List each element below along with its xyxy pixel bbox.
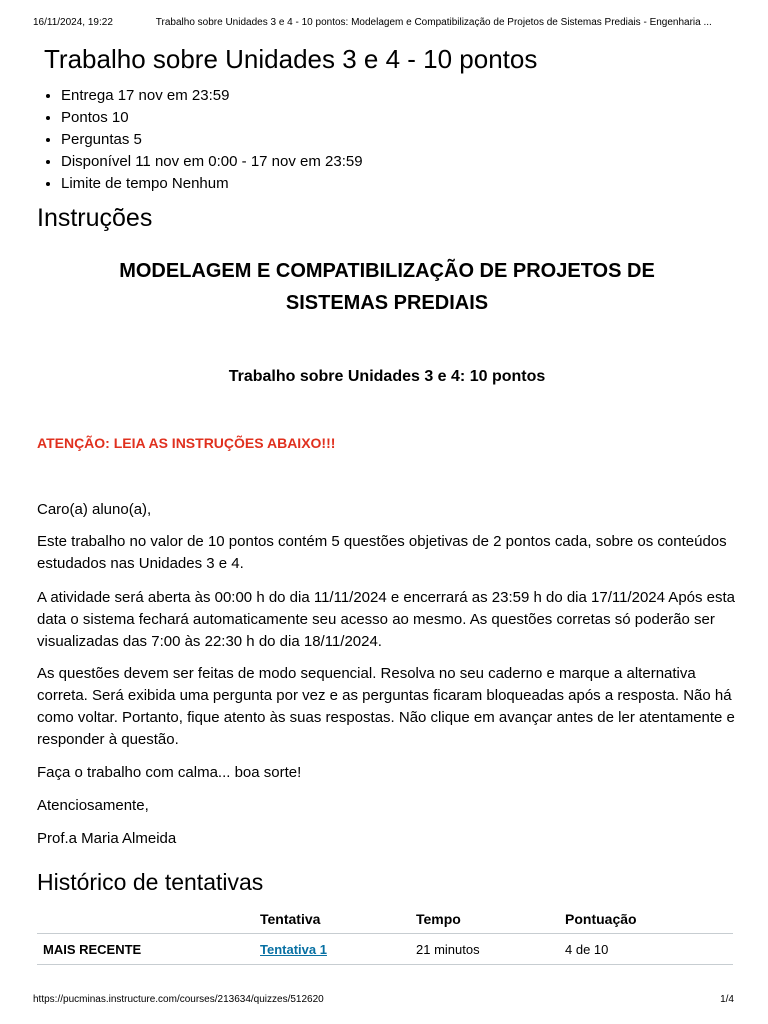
column-header-label bbox=[37, 905, 254, 934]
print-url: https://pucminas.instructure.com/courses/213634/quizzes/512620 bbox=[33, 994, 324, 1005]
course-heading bbox=[37, 255, 737, 319]
print-header bbox=[33, 16, 732, 30]
detail-time-limit: • Limite de tempo Nenhum bbox=[61, 173, 363, 195]
attempt-history-table bbox=[37, 905, 733, 965]
quiz-details-list bbox=[44, 85, 363, 195]
course-heading-line1: MODELAGEM E COMPATIBILIZAÇÃO DE PROJETOS DE bbox=[119, 260, 655, 282]
detail-due: • Entrega 17 nov em 23:59 bbox=[61, 85, 363, 107]
print-document-title: Trabalho sobre Unidades 3 e 4 - 10 pontos: Modelagem e Compatibilização de Projetos de Sistemas Prediais - Engenharia ... bbox=[155, 17, 712, 28]
detail-points: • Pontos 10 bbox=[61, 107, 363, 129]
teacher-signature: Prof.a Maria Almeida bbox=[37, 830, 177, 847]
attempt-history-heading: Histórico de tentativas bbox=[37, 869, 264, 895]
column-header-time: Tempo bbox=[410, 905, 559, 934]
quiz-title: Trabalho sobre Unidades 3 e 4 - 10 pontos bbox=[44, 44, 538, 74]
print-date: 16/11/2024, 19:22 bbox=[33, 17, 113, 28]
column-header-score: Pontuação bbox=[559, 905, 733, 934]
course-heading-line2: SISTEMAS PREDIAIS bbox=[285, 292, 489, 314]
print-page-number: 1/4 bbox=[720, 994, 734, 1005]
score-cell: 4 de 10 bbox=[559, 934, 733, 965]
assignment-subtitle: Trabalho sobre Unidades 3 e 4: 10 pontos bbox=[228, 368, 546, 385]
time-cell: 21 minutos bbox=[410, 934, 559, 965]
attempt-cell bbox=[254, 934, 410, 965]
instruction-paragraph-2: A atividade será aberta às 00:00 h do dia 11/11/2024 e encerrará as 23:59 h do dia 17/11/2024 Após esta data o sistema fechará automaticamente seu acesso ao mesmo. As questões corretas só poderão ser visualizadas das 7:00 às 22:30 h do dia 18/11/2024. bbox=[37, 589, 736, 650]
greeting: Caro(a) aluno(a), bbox=[37, 501, 152, 518]
instructions-heading: Instruções bbox=[37, 204, 153, 232]
column-header-attempt: Tentativa bbox=[254, 905, 410, 934]
instruction-paragraph-1: Este trabalho no valor de 10 pontos contém 5 questões objetivas de 2 pontos cada, sobre os conteúdos estudados nas Unidades 3 e 4. bbox=[37, 533, 727, 572]
instruction-paragraph-4: Faça o trabalho com calma... boa sorte! bbox=[37, 764, 302, 781]
attempt-link[interactable]: Tentativa 1 bbox=[260, 941, 327, 957]
detail-questions: • Perguntas 5 bbox=[61, 129, 363, 151]
warning-text: ATENÇÃO: LEIA AS INSTRUÇÕES ABAIXO!!! bbox=[37, 435, 336, 451]
print-footer bbox=[33, 993, 734, 1007]
detail-available: • Disponível 11 nov em 0:00 - 17 nov em 23:59 bbox=[61, 151, 363, 173]
instruction-paragraph-3: As questões devem ser feitas de modo sequencial. Resolva no seu caderno e marque a alternativa correta. Será exibida uma pergunta por vez e as perguntas ficaram bloqueadas após a resposta. Não há como voltar. Portanto, fique atento às suas respostas. Não clique em avançar antes de ler atentamente e responder à questão. bbox=[37, 665, 735, 748]
row-label: MAIS RECENTE bbox=[37, 934, 254, 965]
table-header-row bbox=[37, 905, 733, 934]
closing-salutation: Atenciosamente, bbox=[37, 797, 149, 814]
table-row bbox=[37, 934, 733, 965]
